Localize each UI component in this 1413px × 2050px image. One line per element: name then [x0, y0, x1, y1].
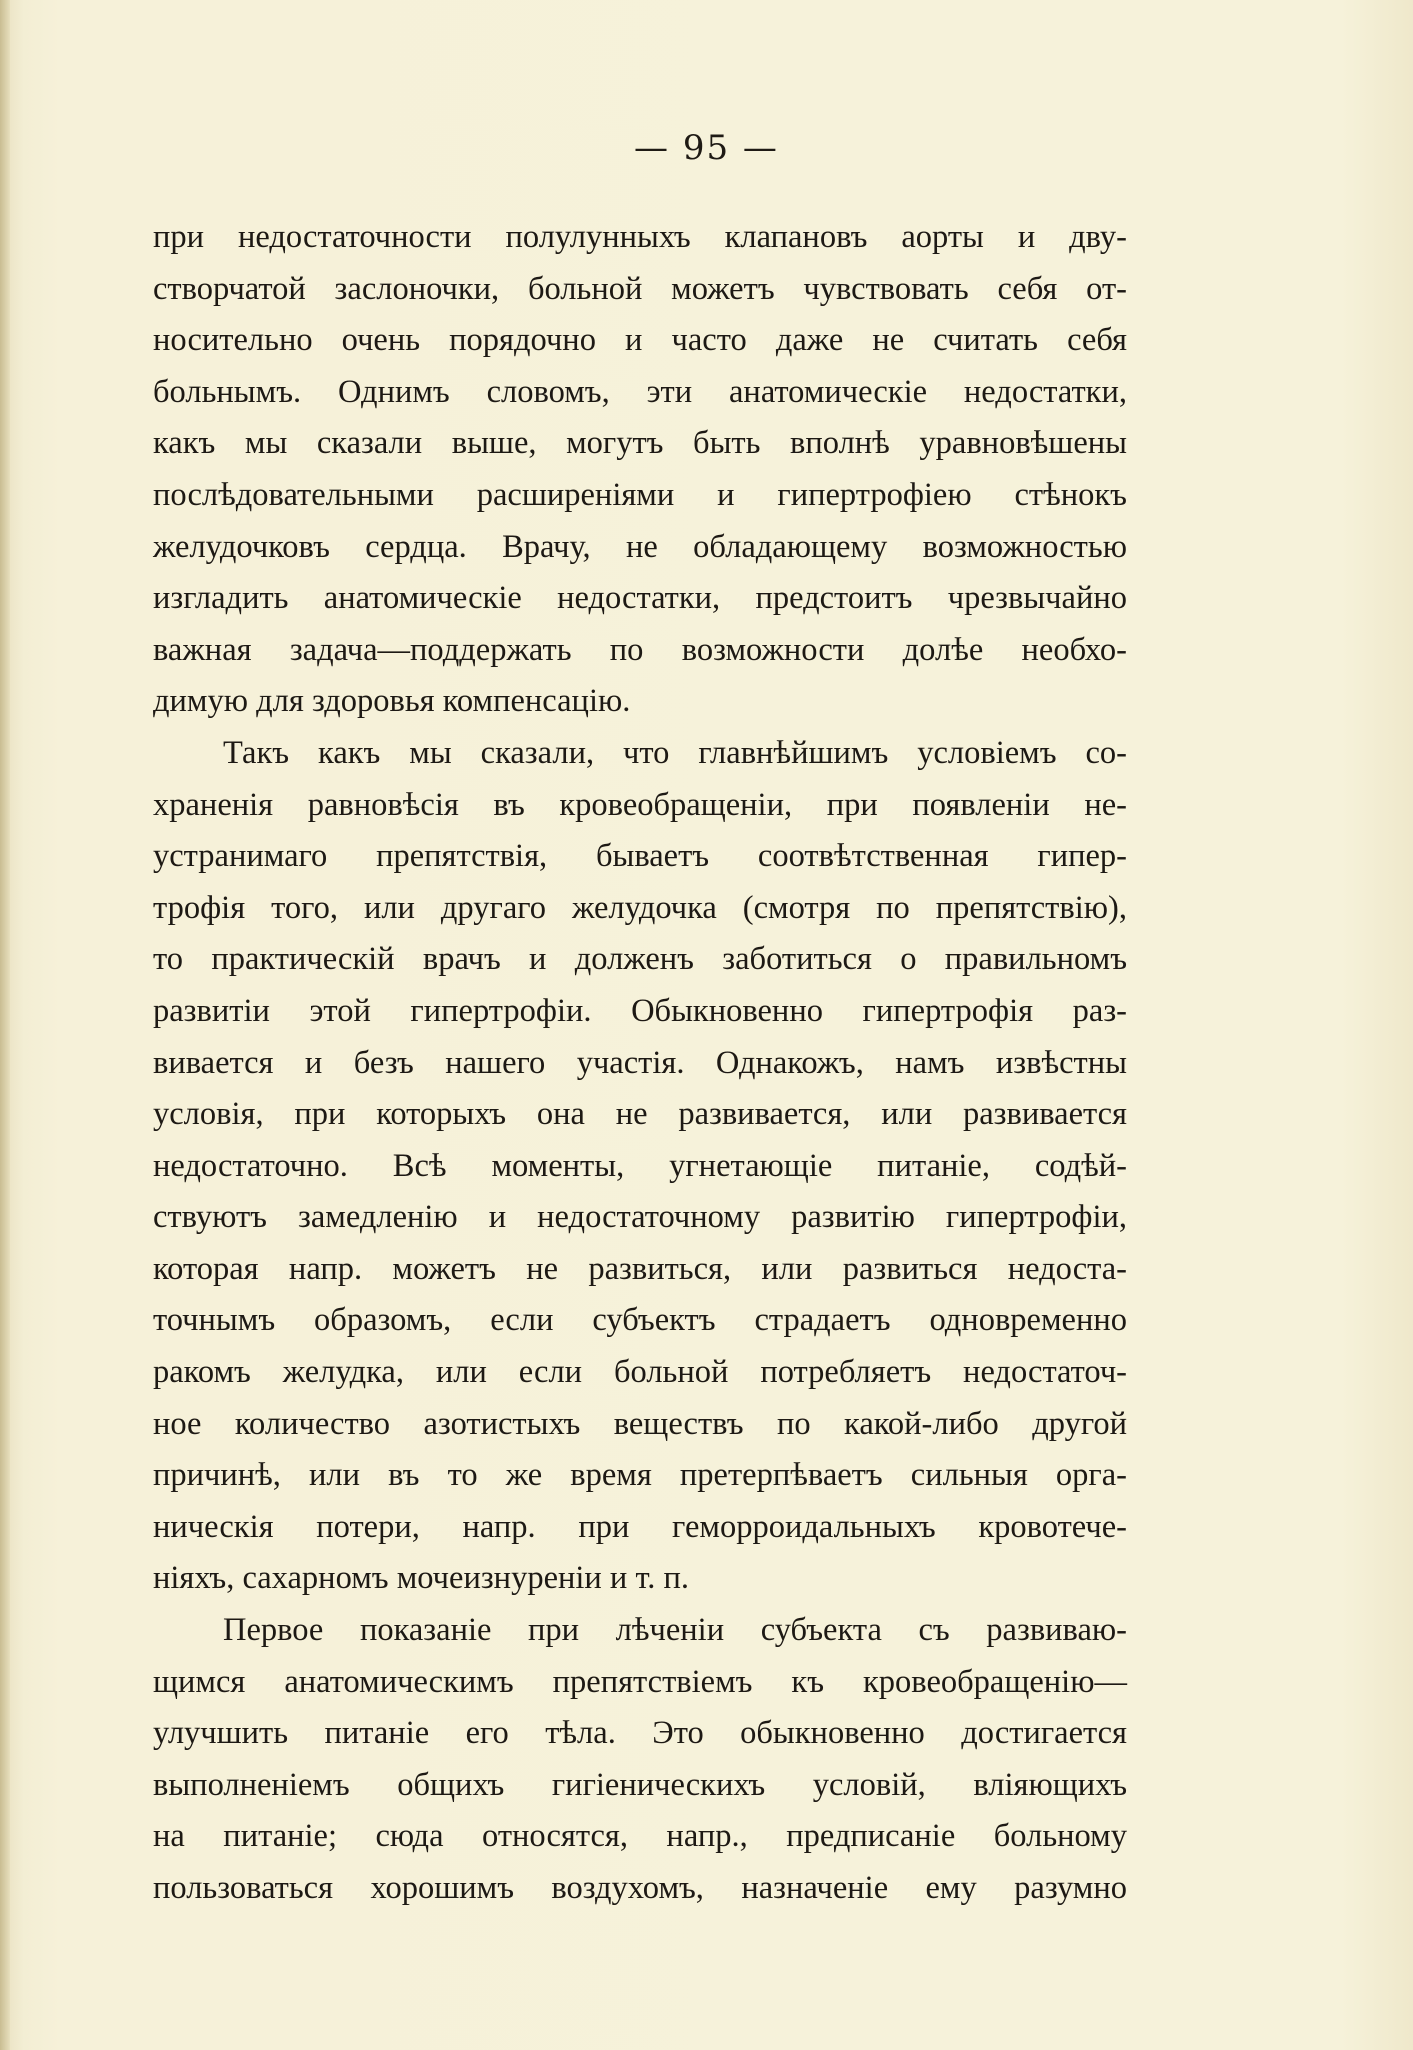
page-number: — 95 —	[634, 128, 779, 168]
text-line: важная задача—поддержать по возможности долѣе необхо-	[153, 631, 1127, 668]
text-line: трофія того, или другаго желудочка (смотря по препятствію),	[153, 889, 1127, 926]
text-line: створчатой заслоночки, больной можетъ чувствовать себя от-	[153, 270, 1127, 307]
text-line: причинѣ, или въ то же время претерпѣваетъ сильныя орга-	[153, 1457, 1127, 1494]
text-line: ракомъ желудка, или если больной потребляетъ недостаточ-	[153, 1354, 1127, 1391]
text-line: пользоваться хорошимъ воздухомъ, назначеніе ему разумно	[153, 1870, 1127, 1906]
text-line: условія, при которыхъ она не развивается, или развивается	[153, 1096, 1127, 1133]
text-line: щимся анатомическимъ препятствіемъ къ кровеобращенію—	[153, 1663, 1127, 1700]
text-line: на питаніе; сюда относятся, напр., предписаніе больному	[153, 1818, 1127, 1855]
text-line: ніяхъ, сахарномъ мочеизнуреніи и т. п.	[153, 1560, 689, 1597]
text-line: при недостаточности полулунныхъ клапановъ аорты и дву-	[153, 219, 1127, 255]
text-line: носительно очень порядочно и часто даже не считать себя	[153, 322, 1127, 359]
text-line: точнымъ образомъ, если субъектъ страдаетъ одновременно	[153, 1302, 1127, 1339]
text-line: ствуютъ замедленію и недостаточному развитію гипертрофіи,	[153, 1199, 1127, 1236]
text-line: Такъ какъ мы сказали, что главнѣйшимъ условіемъ со-	[223, 734, 1127, 771]
text-line: изгладить анатомическіе недостатки, предстоитъ чрезвычайно	[153, 580, 1127, 617]
text-line: ническія потери, напр. при геморроидальныхъ кровотече-	[153, 1508, 1127, 1545]
text-line: вивается и безъ нашего участія. Однакожъ, намъ извѣстны	[153, 1044, 1127, 1081]
text-line: послѣдовательными расширеніями и гипертрофіею стѣнокъ	[153, 476, 1127, 513]
text-line: желудочковъ сердца. Врачу, не обладающему возможностью	[153, 528, 1127, 565]
text-line: больнымъ. Однимъ словомъ, эти анатомическіе недостатки,	[153, 373, 1127, 410]
body-text	[153, 212, 1127, 1915]
text-line: димую для здоровья компенсацію.	[153, 683, 631, 720]
text-line: развитіи этой гипертрофіи. Обыкновенно гипертрофія раз-	[153, 992, 1127, 1029]
text-line: которая напр. можетъ не развиться, или развиться недоста-	[153, 1250, 1127, 1287]
text-line: ное количество азотистыхъ веществъ по какой-либо другой	[153, 1405, 1127, 1442]
text-line: то практическій врачъ и долженъ заботиться о правильномъ	[153, 941, 1127, 978]
text-line: выполненіемъ общихъ гигіеническихъ условій, вліяющихъ	[153, 1766, 1127, 1803]
text-line: устранимаго препятствія, бываетъ соотвѣтственная гипер-	[153, 838, 1127, 875]
page-spine-shadow	[0, 0, 10, 2050]
text-line: улучшить питаніе его тѣла. Это обыкновенно достигается	[153, 1715, 1127, 1752]
text-line: какъ мы сказали выше, могутъ быть вполнѣ уравновѣшены	[153, 425, 1127, 462]
text-line: недостаточно. Всѣ моменты, угнетающіе питаніе, содѣй-	[153, 1147, 1127, 1184]
text-line: Первое показаніе при лѣченіи субъекта съ развиваю-	[223, 1612, 1127, 1649]
text-line: храненія равновѣсія въ кровеобращеніи, при появленіи не-	[153, 786, 1127, 823]
